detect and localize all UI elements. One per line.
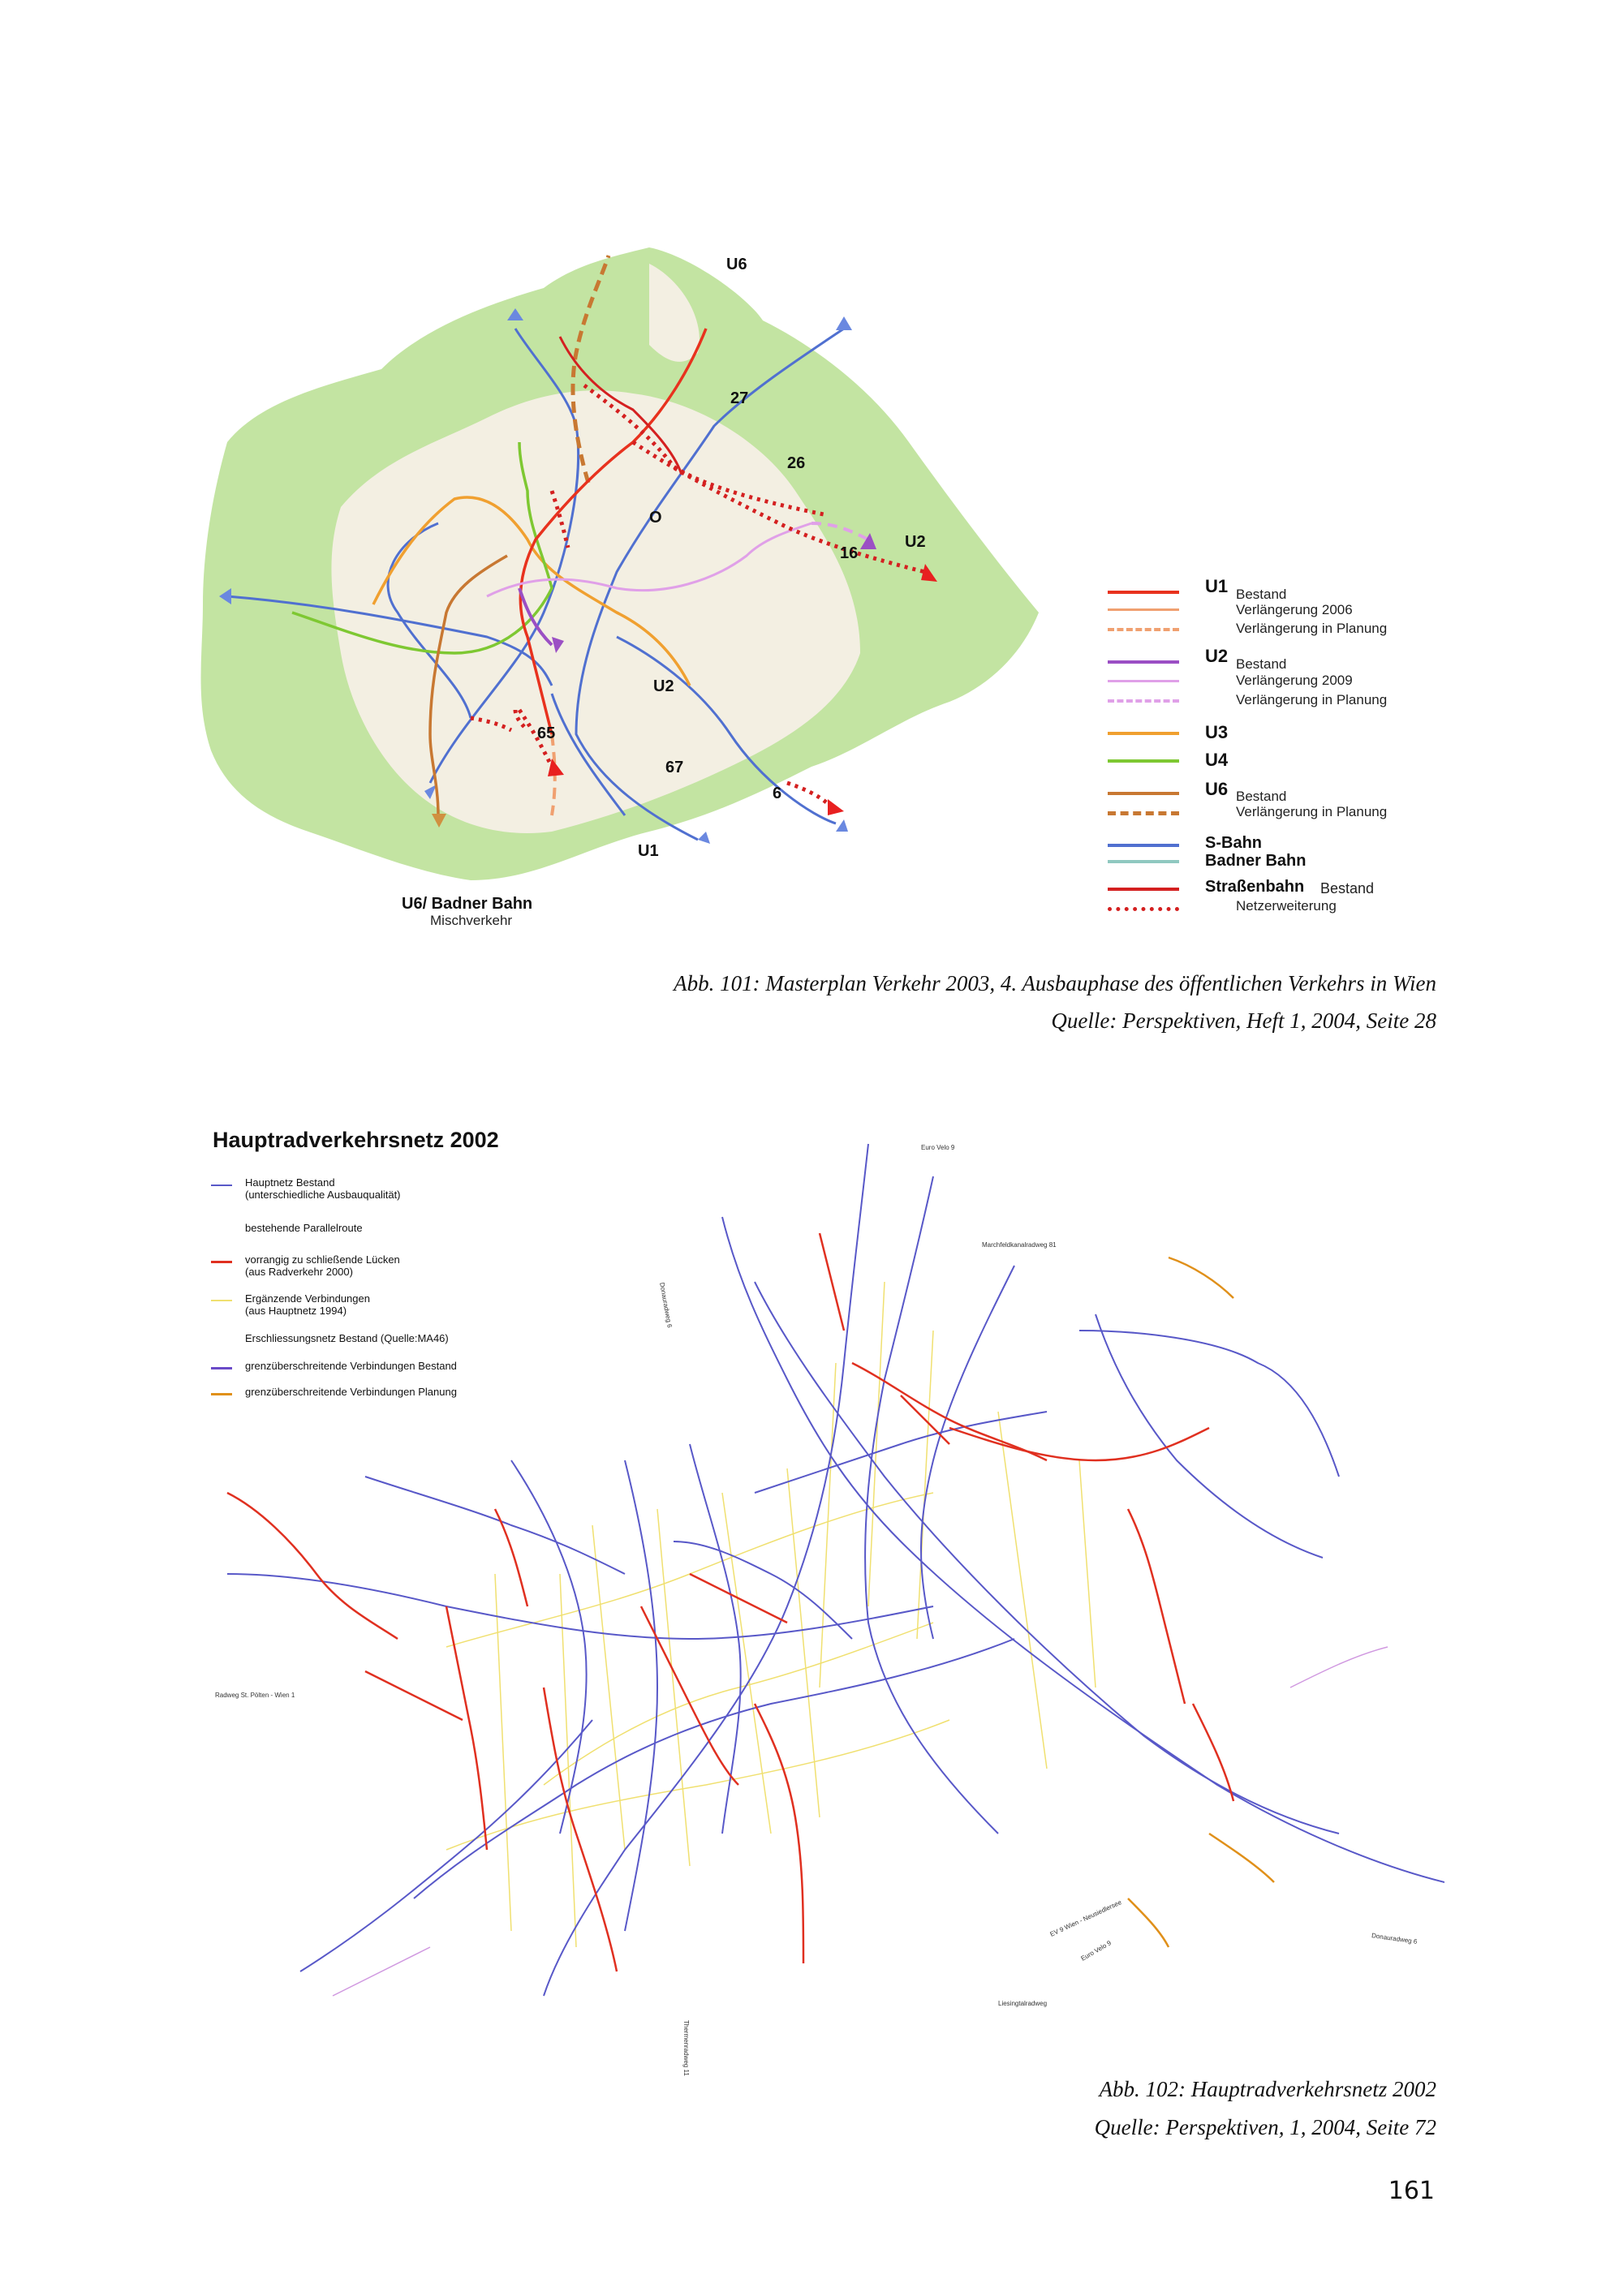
legend-sbahn-line [1108, 844, 1179, 847]
label-line-6: 6 [773, 785, 782, 802]
legend-u3-title: U3 [1205, 722, 1229, 742]
crossborder-planned [1128, 1258, 1274, 1947]
legend-u1-2006: Verlängerung 2006 [1236, 602, 1353, 617]
label-line-27: 27 [730, 389, 749, 407]
bike-legend-item: Erschliessungsnetz Bestand (Quelle:MA46) [245, 1332, 449, 1344]
bike-legend-swatch [211, 1185, 232, 1186]
bike-legend-item: grenzüberschreitende Verbindungen Bestand [245, 1360, 457, 1372]
figure-bike-network [203, 1120, 1444, 2076]
legend-u4-line [1108, 759, 1179, 763]
legend-u2-bestand-line [1108, 660, 1179, 664]
bike-map-title: Hauptradverkehrsnetz 2002 [213, 1128, 499, 1152]
legend-u2-planung: Verlängerung in Planung [1236, 692, 1388, 707]
legend-u6-planung: Verlängerung in Planung [1236, 804, 1388, 819]
transit-legend [1108, 576, 1449, 941]
legend-u6-bestand: Bestand [1236, 789, 1287, 804]
legend-u2-title: U2 [1205, 646, 1229, 666]
legend-strassenbahn-bestand: Bestand [1320, 880, 1375, 896]
source-figure-102: Quelle: Perspektiven, 1, 2004, Seite 72 [1094, 2115, 1436, 2139]
label-line-16: 16 [840, 544, 859, 562]
legend-u3-line [1108, 732, 1179, 735]
bike-legend-swatch [211, 1393, 232, 1395]
legend-u1-2006-line [1108, 608, 1179, 611]
label-u1-bottom: U1 [638, 842, 659, 860]
caption-figure-101: Abb. 101: Masterplan Verkehr 2003, 4. Ausbauphase des öffentlichen Verkehrs in Wien [674, 971, 1436, 995]
legend-u6-title: U6 [1205, 779, 1229, 799]
bike-label-liesingtal: Liesingtalradweg [998, 2000, 1048, 2007]
transit-map [195, 231, 1087, 945]
legend-u6-planung-line [1108, 811, 1179, 815]
bike-label-marchfeld: Marchfeldkanalradweg 81 [982, 1241, 1057, 1249]
bike-label-ev9-bottom: Euro Velo 9 [1079, 1939, 1113, 1963]
page-number: 161 [1388, 2177, 1435, 2205]
legend-u1-title: U1 [1205, 576, 1229, 596]
label-u6-badner: U6/ Badner Bahn [402, 895, 533, 913]
bike-legend-swatch [211, 1367, 232, 1369]
label-line-26: 26 [787, 454, 806, 472]
legend-u1-planung-line [1108, 628, 1179, 631]
bike-legend-swatch [211, 1300, 232, 1301]
bike-label-donauradweg-left: Donauradweg 6 [658, 1282, 674, 1329]
figure-masterplan [195, 231, 1444, 945]
legend-badner: Badner Bahn [1205, 852, 1307, 870]
label-mischverkehr: Mischverkehr [430, 913, 513, 928]
legend-u2-bestand: Bestand [1236, 656, 1287, 672]
legend-u2-planung-line [1108, 699, 1179, 703]
legend-tram-line [1108, 888, 1179, 891]
label-u2-mid: U2 [653, 677, 674, 695]
bike-label-radweg-stpoelten: Radweg St. Pölten - Wien 1 [215, 1692, 295, 1699]
bike-label-euro-velo: Euro Velo 9 [921, 1144, 955, 1151]
legend-u2-2009: Verlängerung 2009 [1236, 673, 1353, 688]
bike-legend-item: vorrangig zu schließende Lücken (aus Radverkehr 2000) [245, 1253, 400, 1278]
legend-u2-2009-line [1108, 680, 1179, 682]
legend-sbahn: S-Bahn [1205, 834, 1262, 852]
bike-legend-item: grenzüberschreitende Verbindungen Planung [245, 1386, 457, 1398]
caption-figure-102: Abb. 102: Hauptradverkehrsnetz 2002 [1099, 2077, 1436, 2101]
legend-u1-bestand: Bestand [1236, 587, 1287, 602]
legend-netzerweiterung: Netzerweiterung [1236, 898, 1337, 914]
source-figure-101: Quelle: Perspektiven, Heft 1, 2004, Seite 28 [1051, 1008, 1436, 1033]
legend-badner-line [1108, 860, 1179, 863]
legend-strassenbahn: Straßenbahn [1205, 878, 1305, 896]
bike-label-donauradweg-right: Donauradweg 6 [1371, 1932, 1418, 1946]
label-u6-top: U6 [726, 256, 747, 273]
label-line-65: 65 [537, 724, 556, 742]
bike-legend [211, 1176, 592, 1444]
label-o: O [649, 509, 662, 527]
legend-u6-bestand-line [1108, 792, 1179, 795]
legend-u1-planung: Verlängerung in Planung [1236, 621, 1388, 636]
bike-legend-swatch [211, 1261, 232, 1263]
bike-label-thermenradweg: Thermenradweg 11 [682, 2020, 690, 2076]
bike-legend-item: Ergänzende Verbindungen (aus Hauptnetz 1994) [245, 1292, 370, 1317]
legend-u4-title: U4 [1205, 750, 1229, 770]
bike-legend-item: Hauptnetz Bestand (unterschiedliche Ausbauqualität) [245, 1176, 401, 1201]
legend-u1-bestand-line [1108, 591, 1179, 594]
label-line-67: 67 [665, 759, 684, 776]
bike-label-ev9-mid: EV 9 Wien - Neusiedlersee [1048, 1898, 1123, 1938]
bike-legend-item: bestehende Parallelroute [245, 1222, 363, 1234]
legend-netz-line [1108, 907, 1179, 911]
label-u2-right: U2 [905, 533, 926, 551]
